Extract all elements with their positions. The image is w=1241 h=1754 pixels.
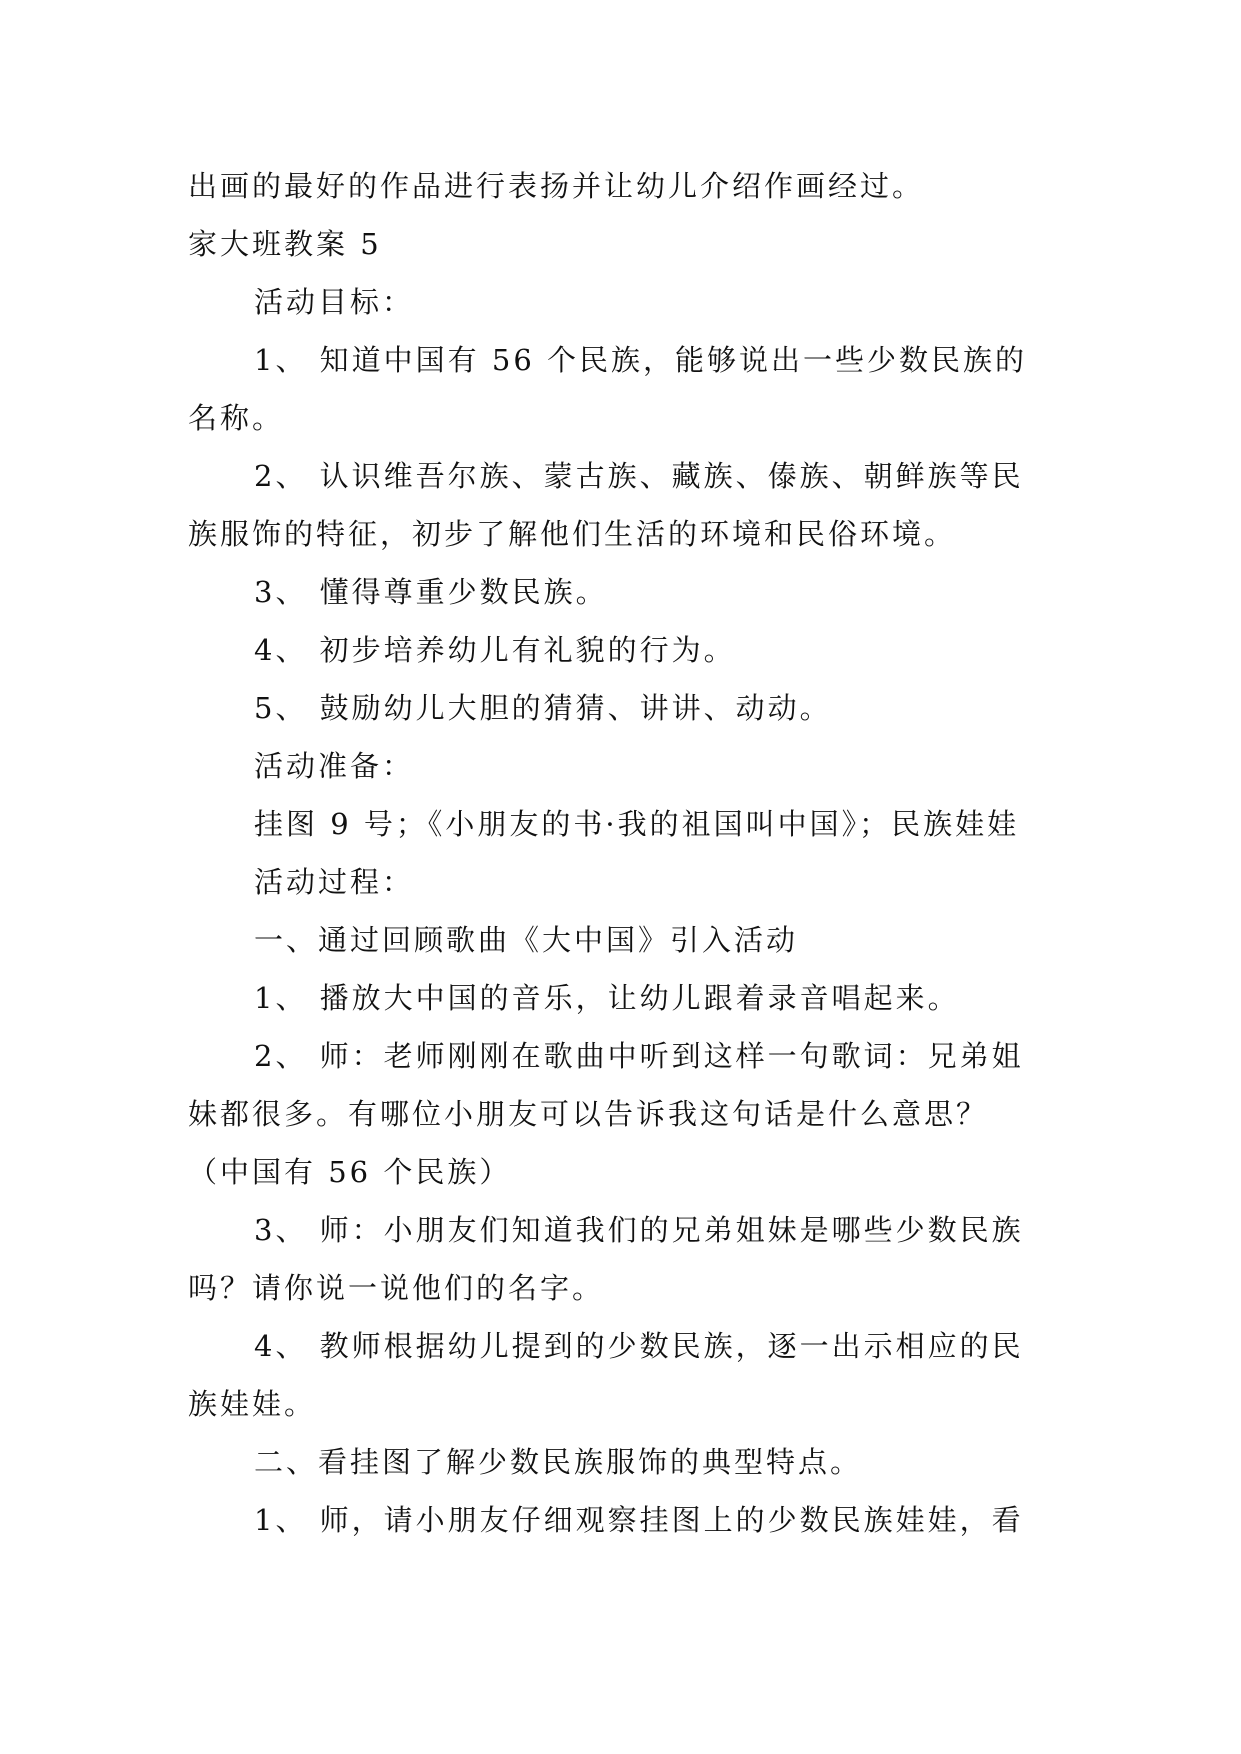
text-line: 2、 师：老师刚刚在歌曲中听到这样一句歌词：兄弟姐 — [254, 1039, 1024, 1073]
text-line: 一、通过回顾歌曲《大中国》引入活动 — [254, 923, 799, 957]
text-line: 族服饰的特征，初步了解他们生活的环境和民俗环境。 — [188, 517, 957, 551]
text-line: 4、 教师根据幼儿提到的少数民族，逐一出示相应的民 — [254, 1329, 1024, 1363]
text-line: 族娃娃。 — [188, 1387, 317, 1421]
text-line: （中国有 56 个民族） — [188, 1155, 512, 1189]
text-line: 挂图 9 号；《小朋友的书·我的祖国叫中国》；民族娃娃 — [254, 807, 1020, 841]
text-line: 二、看挂图了解少数民族服饰的典型特点。 — [254, 1445, 863, 1479]
text-line: 名称。 — [188, 401, 285, 435]
text-line: 4、 初步培养幼儿有礼貌的行为。 — [254, 633, 736, 667]
section-heading: 家大班教案 5 — [188, 227, 382, 261]
text-line: 3、 懂得尊重少数民族。 — [254, 575, 608, 609]
text-line: 1、 播放大中国的音乐，让幼儿跟着录音唱起来。 — [254, 981, 960, 1015]
text-line: 1、 师，请小朋友仔细观察挂图上的少数民族娃娃，看 — [254, 1503, 1024, 1537]
text-line: 出画的最好的作品进行表扬并让幼儿介绍作画经过。 — [188, 169, 925, 203]
text-line: 5、 鼓励幼儿大胆的猜猜、讲讲、动动。 — [254, 691, 832, 725]
text-line: 3、 师：小朋友们知道我们的兄弟姐妹是哪些少数民族 — [254, 1213, 1024, 1247]
text-line: 吗？请你说一说他们的名字。 — [188, 1271, 605, 1305]
text-line: 1、 知道中国有 56 个民族，能够说出一些少数民族的 — [254, 343, 1028, 377]
text-line: 2、 认识维吾尔族、蒙古族、藏族、傣族、朝鲜族等民 — [254, 459, 1024, 493]
subheading-goals: 活动目标： — [254, 285, 415, 319]
subheading-preparation: 活动准备： — [254, 749, 415, 783]
subheading-process: 活动过程： — [254, 865, 415, 899]
text-line: 妹都很多。有哪位小朋友可以告诉我这句话是什么意思？ — [188, 1097, 989, 1131]
document-body — [188, 157, 1054, 1549]
